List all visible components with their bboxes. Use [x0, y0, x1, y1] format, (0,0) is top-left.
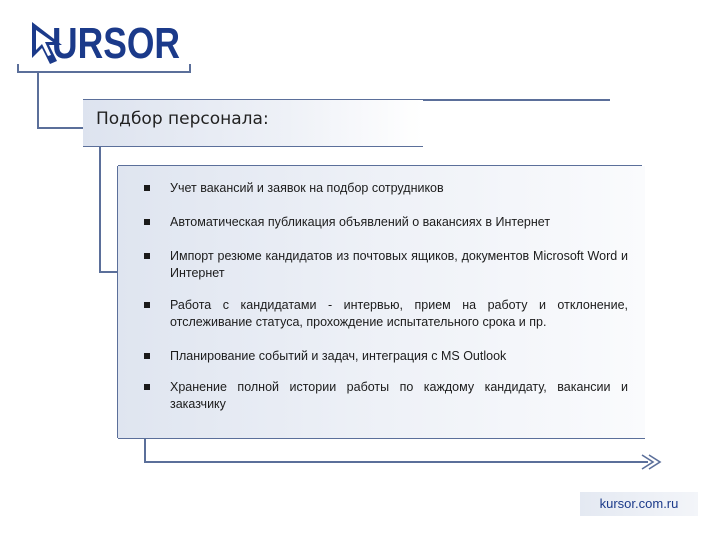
- feature-item: [118, 379, 638, 413]
- feature-item: [118, 297, 638, 331]
- feature-item: [118, 248, 638, 282]
- bullet-square-icon: [144, 253, 150, 259]
- bullet-square-icon: [144, 219, 150, 225]
- feature-text: Планирование событий и задач, интеграция с MS Outlook: [170, 349, 507, 363]
- svg-text:URSOR: URSOR: [52, 19, 180, 68]
- logo-underline: [18, 64, 190, 72]
- feature-text: Хранение полной истории работы по каждому кандидату, вакансии и заказчику: [170, 380, 628, 411]
- section-heading: Подбор персонала:: [96, 109, 269, 129]
- website-link[interactable]: kursor.com.ru: [580, 492, 698, 516]
- heading-to-list-line: [100, 146, 118, 272]
- feature-item: [118, 214, 638, 231]
- feature-text: Автоматическая публикация объявлений о вакансиях в Интернет: [170, 215, 551, 229]
- feature-item: [118, 180, 638, 197]
- logo-to-heading-line: [38, 72, 83, 128]
- bullet-square-icon: [144, 185, 150, 191]
- bullet-square-icon: [144, 353, 150, 359]
- feature-text: Работа с кандидатами - интервью, прием на работу и отклонение, отслеживание статуса, прохождение испытательного срока и пр.: [170, 298, 628, 329]
- bullet-square-icon: [144, 302, 150, 308]
- feature-text: Импорт резюме кандидатов из почтовых ящиков, документов Microsoft Word и Интернет: [170, 249, 628, 280]
- feature-item: [118, 348, 638, 365]
- feature-text: Учет вакансий и заявок на подбор сотрудников: [170, 181, 444, 195]
- list-to-footer-line: [145, 438, 648, 462]
- bullet-square-icon: [144, 384, 150, 390]
